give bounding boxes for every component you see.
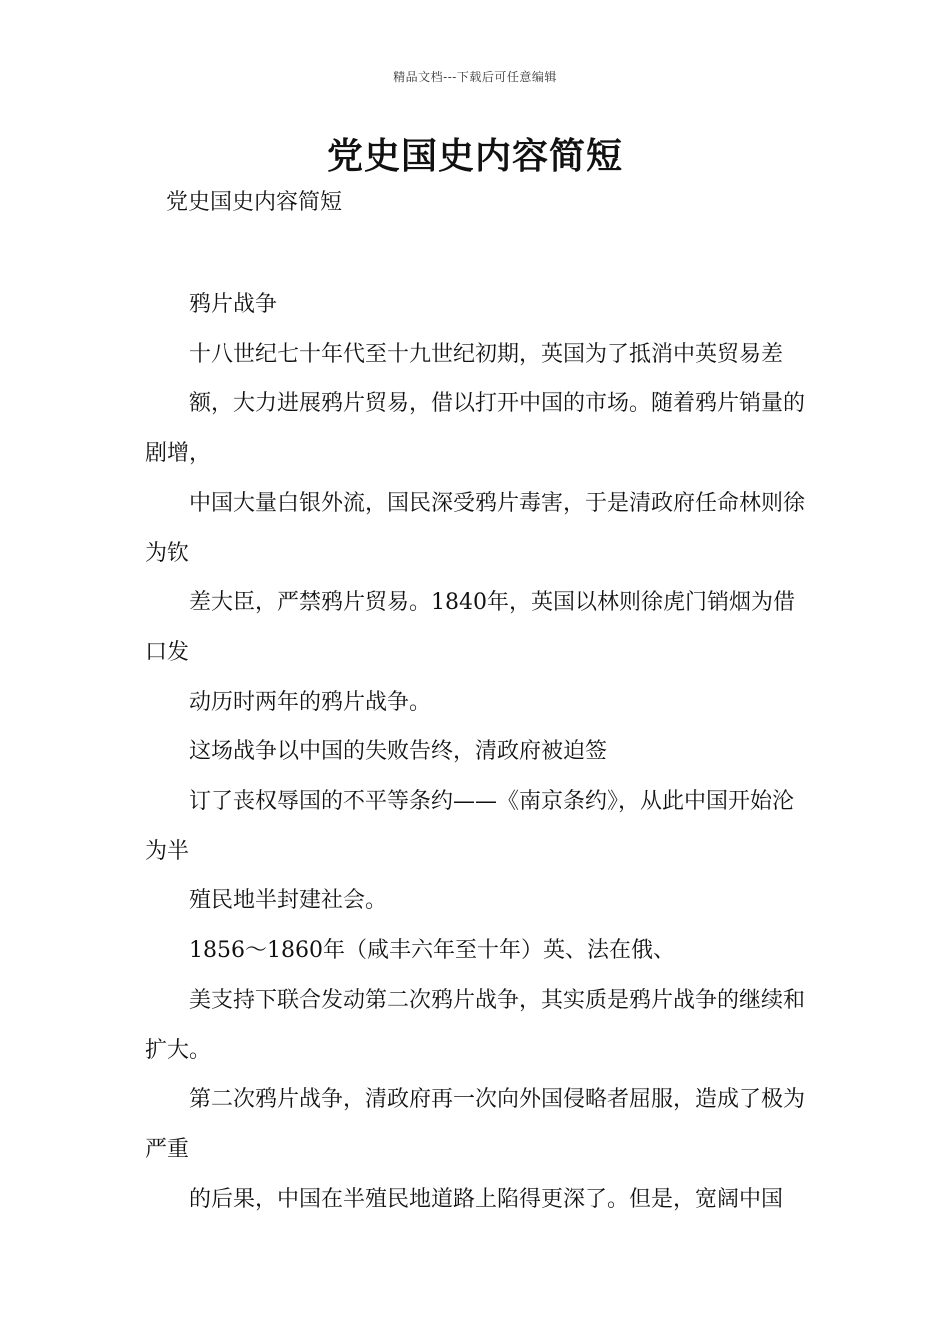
paragraph: 美支持下联合发动第二次鸦片战争，其实质是鸦片战争的继续和扩大。 bbox=[145, 987, 806, 1063]
paragraph: 1856～1860年（咸丰六年至十年）英、法在俄、 bbox=[189, 938, 675, 964]
paragraph: 十八世纪七十年代至十九世纪初期，英国为了抵消中英贸易差 bbox=[189, 341, 784, 367]
paragraph: 额，大力进展鸦片贸易，借以打开中国的市场。随着鸦片销量的剧增， bbox=[145, 391, 806, 467]
paragraph: 鸦片战争 bbox=[189, 292, 278, 317]
paragraph: 殖民地半封建社会。 bbox=[189, 888, 388, 914]
document-body bbox=[145, 280, 810, 1224]
paragraph: 的后果，中国在半殖民地道路上陷得更深了。但是，宽阔中国 bbox=[189, 1186, 784, 1212]
paragraph: 订了丧权辱国的不平等条约——《南京条约》，从此中国开始沦为半 bbox=[145, 789, 795, 864]
paragraph: 这场战争以中国的失败告终，清政府被迫签 bbox=[189, 739, 608, 765]
paragraph: 差大臣，严禁鸦片贸易。1840年，英国以林则徐虎门销烟为借口发 bbox=[145, 590, 795, 665]
header-note: 精品文档---下载后可任意编辑 bbox=[393, 70, 557, 84]
paragraph: 第二次鸦片战争，清政府再一次向外国侵略者屈服，造成了极为严重 bbox=[145, 1087, 806, 1162]
document-subtitle: 党史国史内容简短 bbox=[166, 190, 343, 215]
paragraph: 动历时两年的鸦片战争。 bbox=[189, 689, 432, 715]
paragraph: 中国大量白银外流，国民深受鸦片毒害，于是清政府任命林则徐为钦 bbox=[145, 490, 806, 566]
document-title: 党史国史内容简短 bbox=[326, 135, 623, 177]
